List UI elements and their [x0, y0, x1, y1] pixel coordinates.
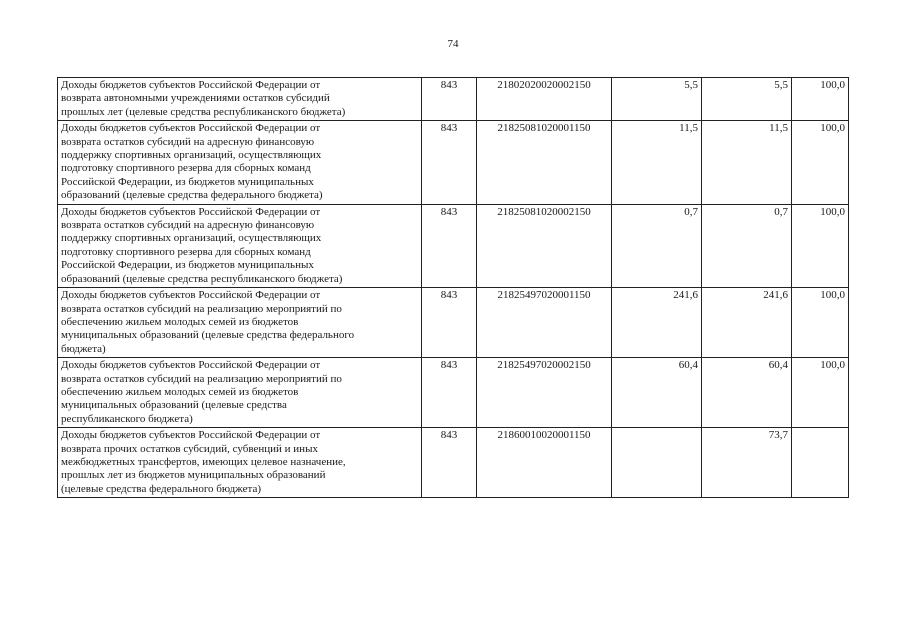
table-row — [58, 288, 849, 358]
value2-cell: 0,7 — [702, 204, 792, 287]
revenue-name-line: возврата остатков субсидий на реализацию мероприятий по — [61, 372, 342, 385]
revenue-name-line: Доходы бюджетов субъектов Российской Федерации от — [61, 429, 321, 442]
budget-code-cell: 21825081020002150 — [477, 204, 612, 287]
admin-code-cell: 843 — [422, 428, 477, 498]
revenue-name-line: Доходы бюджетов субъектов Российской Федерации от — [61, 359, 321, 372]
revenue-name-line: возврата автономными учреждениями остатков субсидий — [61, 92, 330, 105]
admin-code-cell: 843 — [422, 358, 477, 428]
percent-cell: 100,0 — [792, 121, 849, 204]
value1-cell: 60,4 — [612, 358, 702, 428]
value1-cell: 0,7 — [612, 204, 702, 287]
revenue-name-line: обеспечению жильем молодых семей из бюджетов — [61, 315, 299, 328]
revenue-name-line: образований (целевые средства республиканского бюджета) — [61, 272, 343, 285]
admin-code-cell: 843 — [422, 204, 477, 287]
revenue-name-line: прошлых лет (целевые средства республиканского бюджета) — [61, 105, 346, 118]
revenue-name-cell — [58, 204, 422, 287]
budget-code-cell: 21860010020001150 — [477, 428, 612, 498]
revenue-name-line: прошлых лет из бюджетов муниципальных образований — [61, 469, 326, 482]
revenue-name-line: муниципальных образований (целевые средства — [61, 399, 287, 412]
value2-cell: 11,5 — [702, 121, 792, 204]
revenue-name-line: поддержку спортивных организаций, осуществляющих — [61, 232, 322, 245]
percent-cell: 100,0 — [792, 78, 849, 121]
table-row — [58, 121, 849, 204]
revenue-name-line: Российской Федерации, из бюджетов муниципальных — [61, 175, 314, 188]
table-row — [58, 428, 849, 498]
table-row — [58, 78, 849, 121]
admin-code-cell: 843 — [422, 78, 477, 121]
revenue-table — [57, 77, 849, 498]
revenue-name-line: возврата остатков субсидий на адресную финансовую — [61, 135, 315, 148]
revenue-name-line: подготовку спортивного резерва для сборных команд — [61, 162, 311, 175]
budget-code-cell: 21825081020001150 — [477, 121, 612, 204]
revenue-name-cell — [58, 78, 422, 121]
revenue-name-line: межбюджетных трансфертов, имеющих целевое назначение, — [61, 455, 346, 468]
revenue-name-line: республиканского бюджета) — [61, 412, 193, 425]
percent-cell — [792, 428, 849, 498]
percent-cell: 100,0 — [792, 288, 849, 358]
percent-cell: 100,0 — [792, 204, 849, 287]
value1-cell — [612, 428, 702, 498]
revenue-name-line: возврата остатков субсидий на адресную финансовую — [61, 219, 315, 232]
revenue-name-line: Доходы бюджетов субъектов Российской Федерации от — [61, 205, 321, 218]
table-row — [58, 204, 849, 287]
revenue-name-line: обеспечению жильем молодых семей из бюджетов — [61, 385, 299, 398]
revenue-name-cell — [58, 288, 422, 358]
value1-cell: 11,5 — [612, 121, 702, 204]
value2-cell: 73,7 — [702, 428, 792, 498]
value2-cell: 60,4 — [702, 358, 792, 428]
revenue-name-line: поддержку спортивных организаций, осуществляющих — [61, 149, 322, 162]
revenue-name-line: (целевые средства федерального бюджета) — [61, 482, 261, 495]
value2-cell: 241,6 — [702, 288, 792, 358]
budget-code-cell: 21825497020002150 — [477, 358, 612, 428]
admin-code-cell: 843 — [422, 288, 477, 358]
value2-cell: 5,5 — [702, 78, 792, 121]
revenue-name-line: Доходы бюджетов субъектов Российской Федерации от — [61, 289, 321, 302]
revenue-name-line: Доходы бюджетов субъектов Российской Федерации от — [61, 79, 321, 91]
revenue-name-cell — [58, 358, 422, 428]
value1-cell: 5,5 — [612, 78, 702, 121]
admin-code-cell: 843 — [422, 121, 477, 204]
table-row — [58, 358, 849, 428]
revenue-name-line: Российской Федерации, из бюджетов муниципальных — [61, 259, 314, 272]
revenue-name-line: образований (целевые средства федерального бюджета) — [61, 189, 323, 202]
budget-code-cell: 21802020020002150 — [477, 78, 612, 121]
revenue-name-line: возврата прочих остатков субсидий, субвенций и иных — [61, 442, 318, 455]
value1-cell: 241,6 — [612, 288, 702, 358]
percent-cell: 100,0 — [792, 358, 849, 428]
revenue-name-line: подготовку спортивного резерва для сборных команд — [61, 245, 311, 258]
revenue-name-line: возврата остатков субсидий на реализацию мероприятий по — [61, 302, 342, 315]
revenue-name-cell — [58, 428, 422, 498]
revenue-name-cell — [58, 121, 422, 204]
revenue-name-line: Доходы бюджетов субъектов Российской Федерации от — [61, 122, 321, 135]
revenue-name-line: бюджета) — [61, 342, 106, 355]
budget-code-cell: 21825497020001150 — [477, 288, 612, 358]
page-number: 74 — [447, 38, 459, 50]
revenue-name-line: муниципальных образований (целевые средства федерального — [61, 329, 355, 342]
